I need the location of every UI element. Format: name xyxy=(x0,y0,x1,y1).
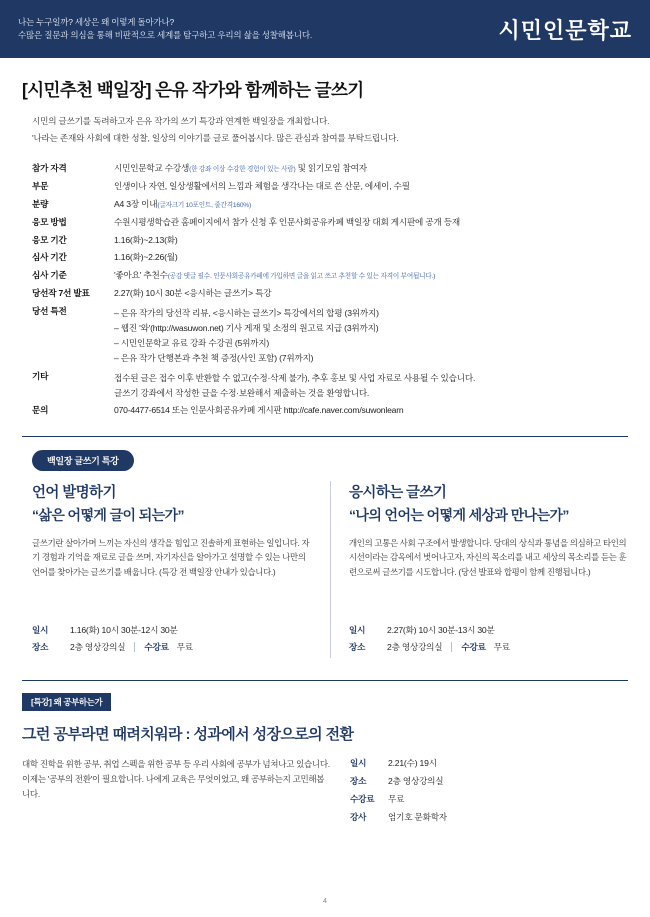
course-place-value: 2층 영상강의실 xyxy=(387,641,443,652)
info-value: 수원시평생학습관 홈페이지에서 참가 신청 후 인문사회공유카페 백일장 대회 게시판에 공개 등재 xyxy=(114,216,460,227)
special-section-tag: [특강] 왜 공부하는가 xyxy=(22,693,111,711)
special-instructor-row xyxy=(350,811,628,823)
course-card-gazing-writing xyxy=(330,481,628,658)
special-instructor-label: 강사 xyxy=(350,811,367,822)
table-row xyxy=(32,213,628,231)
special-lecture-info xyxy=(332,757,628,829)
info-value-text: A4 3장 이내 xyxy=(114,198,158,209)
brand-logo: 시민인문학교 xyxy=(498,17,632,43)
meta-separator xyxy=(451,642,452,652)
course-place-label: 장소 xyxy=(349,641,366,652)
course-place-label: 장소 xyxy=(32,641,49,652)
courses-list xyxy=(32,481,628,658)
header-tagline-line1: 나는 누구일까? 세상은 왜 이렇게 돌아가나? xyxy=(18,16,175,27)
info-label: 당선 특전 xyxy=(32,306,67,317)
special-fee-row xyxy=(350,793,628,805)
special-lecture-description: 대학 진학을 위한 공부, 취업 스펙을 위한 공부 등 우리 사회에 공부가 넘쳐나고 있습니다. 이제는 '공부의 전환'이 필요합니다. 나에게 교육은 무엇이었고, 왜 공부하는지 고민해봅니다. xyxy=(22,758,330,799)
page-title: [시민추천 백일장] 은유 작가와 함께하는 글쓰기 xyxy=(22,80,364,100)
info-value-note: (공감 댓글 필수. 인문사회공유카페에 가입하면 글을 읽고 쓰고 추천할 수 있는 자격이 부여됩니다.) xyxy=(167,273,436,281)
info-value: 인생이나 자연, 일상생활에서의 느낌과 체험을 생각나는 대로 쓴 산문, 에세이, 수필 xyxy=(114,180,410,191)
special-section-divider xyxy=(22,680,628,681)
info-label: 분량 xyxy=(32,198,49,209)
info-label: 부문 xyxy=(32,180,49,191)
info-subline: – 시민인문학교 유료 강좌 수강권 (5위까지) xyxy=(114,337,270,348)
course-subtitle: “삶은 어떻게 글이 되는가” xyxy=(32,506,184,523)
course-card-language-invention xyxy=(32,481,330,658)
info-value xyxy=(114,267,628,285)
info-value-text: '좋아요' 추천수 xyxy=(114,270,168,281)
info-label: 문의 xyxy=(32,405,49,416)
special-place-value: 2층 영상강의실 xyxy=(388,775,444,786)
course-date-label: 일시 xyxy=(349,624,366,635)
info-label: 당선작 7선 발표 xyxy=(32,288,90,299)
section-divider xyxy=(22,436,628,437)
info-value: 1.16(화)~2.13(화) xyxy=(114,234,178,245)
table-row xyxy=(32,195,628,213)
header-tagline xyxy=(18,16,312,42)
course-date-row xyxy=(32,624,314,636)
table-row xyxy=(32,267,628,285)
course-place-value: 2층 영상강의실 xyxy=(70,641,126,652)
info-subline: 글쓰기 강좌에서 작성한 글을 수정·보완해서 제출하는 것을 환영합니다. xyxy=(114,387,370,398)
info-subline: – 은유 작가의 당선작 리뷰, <응시하는 글쓰기> 특강에서의 합평 (3위까지) xyxy=(114,308,379,319)
info-subline: – 웹진 '와'(http://wasuwon.net) 기사 게재 및 소정의 원고료 지급 (3위까지) xyxy=(114,323,379,334)
special-lecture-body xyxy=(22,757,628,829)
info-label: 심사 기준 xyxy=(32,270,67,281)
info-value: 1.16(화)~2.26(월) xyxy=(114,252,178,263)
course-title: 응시하는 글쓰기 xyxy=(349,484,447,501)
table-row xyxy=(32,231,628,249)
intro-line-1: 시민의 글쓰기를 독려하고자 은유 작가의 쓰기 특강과 연계한 백일장을 개최합니다. xyxy=(32,116,330,126)
info-value xyxy=(114,367,628,402)
info-subline: 접수된 글은 접수 이후 반환할 수 없고(수정·삭제 불가), 추후 홍보 및 사업 자료로 사용될 수 있습니다. xyxy=(114,372,476,383)
intro-paragraph xyxy=(32,115,628,146)
course-fee-value: 무료 xyxy=(176,641,193,652)
info-value-note: (글자크기 10포인트, 줄간격160%) xyxy=(157,201,251,209)
table-row xyxy=(32,303,628,368)
table-row xyxy=(32,249,628,267)
info-subline: – 은유 작가 단행본과 추천 책 증정(사인 포함) (7위까지) xyxy=(114,352,314,363)
special-instructor-value: 엄기호 문화학자 xyxy=(388,811,447,822)
info-label: 참가 자격 xyxy=(32,163,67,173)
info-label: 응모 방법 xyxy=(32,216,67,227)
course-title: 언어 발명하기 xyxy=(32,484,116,501)
courses-section-tag: 백일장 글쓰기 특강 xyxy=(32,450,134,471)
info-value: 2.27(화) 10시 30분 <응시하는 글쓰기> 특강 xyxy=(114,288,272,299)
course-fee-value: 무료 xyxy=(493,641,510,652)
special-fee-value: 무료 xyxy=(388,793,405,804)
page-number: 4 xyxy=(322,896,328,905)
special-date-value: 2.21(수) 19시 xyxy=(388,757,437,768)
table-row xyxy=(32,160,628,178)
special-place-row xyxy=(350,775,628,787)
special-date-row xyxy=(350,757,628,769)
info-value-text: 시민인문학교 수강생 xyxy=(114,163,190,173)
page-body xyxy=(0,77,650,829)
info-value: 070-4477-6514 또는 인문사회공유카페 게시판 http://cafe.naver.com/suwonlearn xyxy=(114,405,404,416)
header-tagline-line2: 수많은 질문과 의심을 통해 비판적으로 세계를 탐구하고 우리의 삶을 성찰해봅니다. xyxy=(18,30,312,40)
info-label: 응모 기간 xyxy=(32,234,67,245)
info-value xyxy=(114,195,628,213)
intro-line-2: '나라는 존재와 사회에 대한 성찰, 일상의 이야기를 글로 풀어봅시다. 많은 관심과 참여를 부탁드립니다. xyxy=(32,132,399,143)
info-value xyxy=(114,303,628,368)
course-place-row xyxy=(349,641,628,653)
table-row xyxy=(32,177,628,195)
page-header xyxy=(0,0,650,58)
course-description: 개인의 고통은 사회 구조에서 발생합니다. 당대의 상식과 통념을 의심하고 타인의 시선이라는 감옥에서 벗어나고자, 자신의 목소리를 내고 세상의 목소리를 듣는 훈련으로써 글쓰기를 시도합니다. (당선 발표와 합평이 함께 진행됩니다.) xyxy=(349,537,627,577)
course-place-row xyxy=(32,641,314,653)
special-lecture-title: 그런 공부라면 때려치워라 : 성과에서 성장으로의 전환 xyxy=(22,725,354,743)
course-date-value: 1.16(화) 10시 30분-12시 30분 xyxy=(70,624,178,635)
info-value xyxy=(114,160,628,178)
table-row xyxy=(32,367,628,402)
course-date-label: 일시 xyxy=(32,624,49,635)
course-date-value: 2.27(화) 10시 30분-13시 30분 xyxy=(387,624,495,635)
table-row xyxy=(32,402,628,420)
info-label: 기타 xyxy=(32,370,49,381)
special-fee-label: 수강료 xyxy=(350,793,375,804)
table-row xyxy=(32,285,628,303)
meta-separator xyxy=(134,642,135,652)
special-date-label: 일시 xyxy=(350,757,367,768)
course-date-row xyxy=(349,624,628,636)
info-value-tail: 및 읽기모임 참여자 xyxy=(295,163,367,173)
contest-info-table xyxy=(32,160,628,420)
course-fee-label: 수강료 xyxy=(461,641,486,652)
course-subtitle: “나의 언어는 어떻게 세상과 만나는가” xyxy=(349,506,569,523)
course-fee-label: 수강료 xyxy=(144,641,169,652)
info-value-note: (한 강좌 이상 수강한 경험이 있는 사람) xyxy=(189,166,296,173)
course-description: 글쓰기란 살아가며 느끼는 자신의 생각을 힘입고 진솔하게 표현하는 일입니다. 자기 경험과 기억을 재료로 글을 쓰며, 자기자신을 알아가고 설명할 수 있는 나만의 언어를 찾아가는 글쓰기를 배웁니다. (특강 전 백일장 안내가 있습니다.) xyxy=(32,537,310,577)
special-place-label: 장소 xyxy=(350,775,367,786)
info-label: 심사 기간 xyxy=(32,252,67,263)
